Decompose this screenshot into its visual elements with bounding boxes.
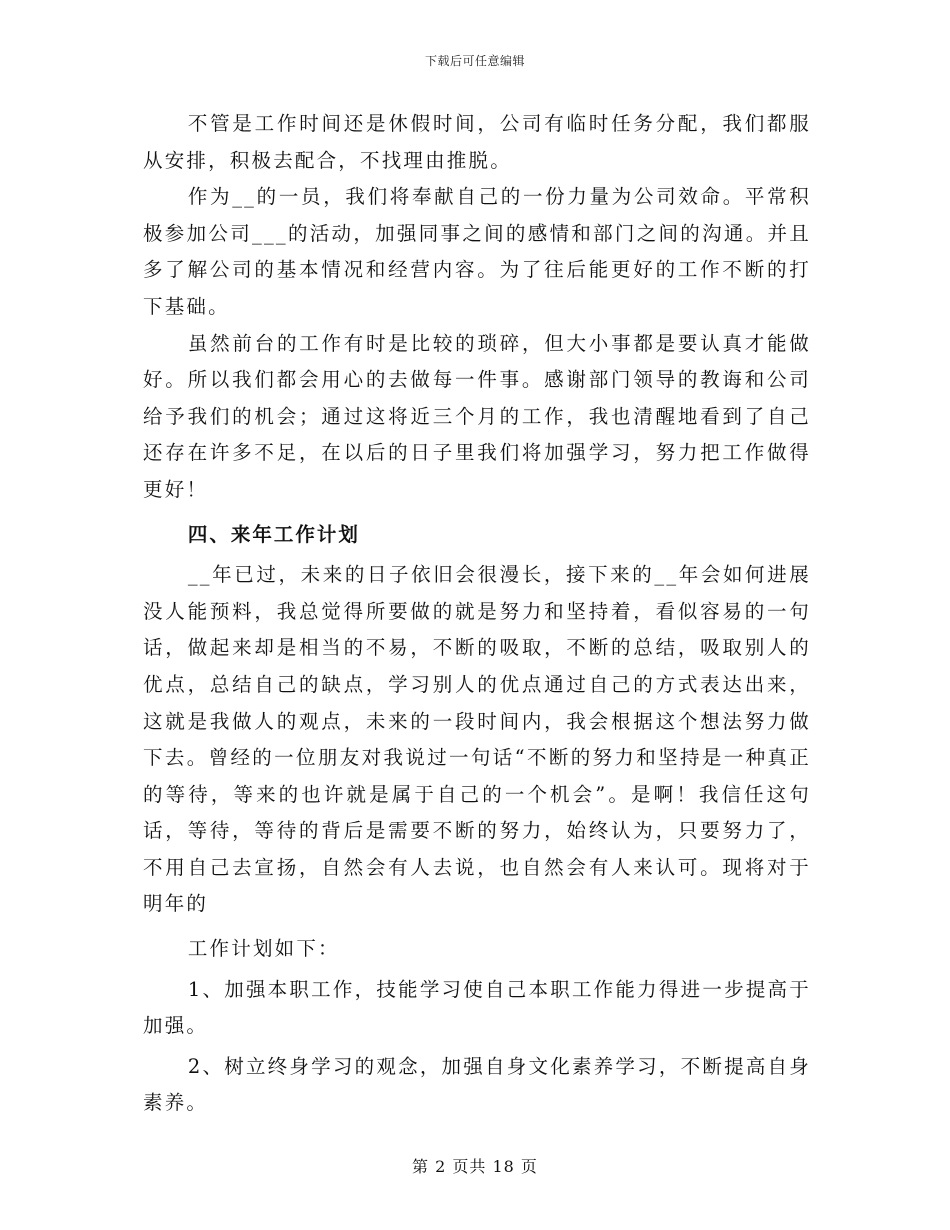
paragraph-plan-intro: 工作计划如下： xyxy=(187,937,340,961)
plan-item-1: 1、加强本职工作，技能学习使自己本职工作能力得进一步提高于加强。 xyxy=(143,977,811,1038)
paragraph-contribute-company: 作为__的一员，我们将奉献自己的一份力量为公司效命。平常积极参加公司___的活动，加强同事之间的感情和部门之间的沟通。并且多了解公司的基本情况和经营内容。为了往后能更好的工作不断的打下基础。 xyxy=(143,185,811,318)
paragraph-front-desk-work: 虽然前台的工作有时是比较的琐碎，但大小事都是要认真才能做好。所以我们都会用心的去做每一件事。感谢部门领导的教诲和公司给予我们的机会；通过这将近三个月的工作，我也清醒地看到了自己还存在许多不足，在以后的日子里我们将加强学习，努力把工作做得更好！ xyxy=(143,331,811,501)
page-header: 下载后可任意编辑 xyxy=(424,54,525,68)
plan-item-2: 2、树立终身学习的观念，加强自身文化素养学习，不断提高自身素养。 xyxy=(143,1054,811,1115)
paragraph-future-outlook: __年已过，未来的日子依旧会很漫长，接下来的__年会如何进展没人能预料，我总觉得所要做的就是努力和坚持着，看似容易的一句话，做起来却是相当的不易，不断的吸取，不断的总结，吸取别人的优点，总结自己的缺点，学习别人的优点通过自己的方式表达出来，这就是我做人的观点，未来的一段时间内，我会根据这个想法努力做下去。曾经的一位朋友对我说过一句话“不断的努力和坚持是一种真正的等待，等来的也许就是属于自己的一个机会”。是啊！我信任这句话，等待，等待的背后是需要不断的努力，始终认为，只要努力了，不用自己去宣扬，自然会有人去说，也自然会有人来认可。现将对于明年的 xyxy=(143,563,811,916)
paragraph-obey-arrangements: 不管是工作时间还是休假时间，公司有临时任务分配，我们都服从安排，积极去配合，不找理由推脱。 xyxy=(143,112,811,172)
section-heading-next-year-plan: 四、来年工作计划 xyxy=(187,522,360,546)
document-body xyxy=(143,106,811,1122)
page-footer: 第 2 页共 18 页 xyxy=(412,1157,538,1176)
